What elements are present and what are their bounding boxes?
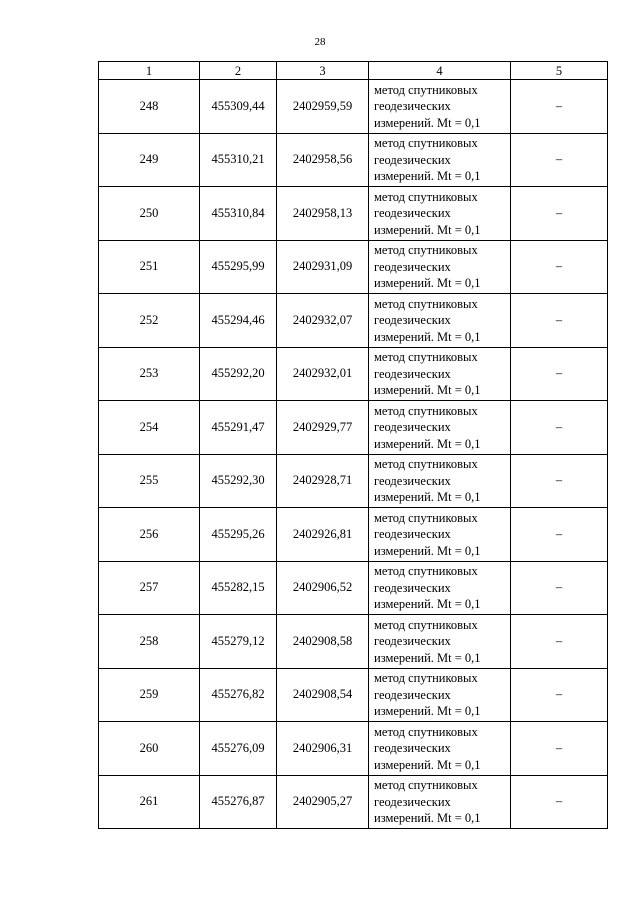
method-cell: [369, 401, 511, 455]
method-cell: [369, 80, 511, 134]
y-coordinate-cell: 2402958,13: [277, 187, 369, 241]
method-line: метод спутниковых: [374, 564, 478, 578]
column-header: 3: [277, 62, 369, 80]
table-row: [99, 561, 608, 615]
method-line: измерений. Mt = 0,1: [374, 543, 481, 558]
x-coordinate-cell: 455291,47: [200, 401, 277, 455]
table-row: [99, 80, 608, 134]
column-header: 1: [99, 62, 200, 80]
method-line: метод спутниковых: [374, 778, 478, 792]
y-coordinate-cell: 2402958,56: [277, 133, 369, 187]
table-row: [99, 775, 608, 829]
method-line: геодезических: [374, 634, 451, 648]
method-line: геодезических: [374, 259, 451, 274]
method-cell: [369, 668, 511, 722]
note-cell: –: [511, 80, 608, 134]
y-coordinate-cell: 2402905,27: [277, 775, 369, 829]
note-cell: –: [511, 454, 608, 508]
method-line: метод спутниковых: [374, 82, 478, 97]
note-cell: –: [511, 775, 608, 829]
point-number-cell: 260: [99, 722, 200, 776]
method-line: геодезических: [374, 687, 451, 702]
point-number-cell: 249: [99, 133, 200, 187]
table-header-row: [99, 62, 608, 80]
method-cell: [369, 508, 511, 562]
method-line: метод спутниковых: [374, 136, 478, 150]
point-number-cell: 250: [99, 187, 200, 241]
method-line: метод спутниковых: [374, 724, 478, 739]
note-cell: –: [511, 347, 608, 401]
point-number-cell: 248: [99, 80, 200, 134]
table-row: [99, 722, 608, 776]
method-cell: [369, 722, 511, 776]
method-line: измерений. Mt = 0,1: [374, 757, 481, 772]
x-coordinate-cell: 455282,15: [200, 561, 277, 615]
x-coordinate-cell: 455276,09: [200, 722, 277, 776]
method-cell: [369, 561, 511, 615]
method-line: измерений. Mt = 0,1: [374, 704, 481, 718]
x-coordinate-cell: 455295,26: [200, 508, 277, 562]
method-line: геодезических: [374, 420, 451, 434]
y-coordinate-cell: 2402932,07: [277, 294, 369, 348]
method-line: измерений. Mt = 0,1: [374, 276, 481, 290]
note-cell: –: [511, 561, 608, 615]
point-number-cell: 261: [99, 775, 200, 829]
x-coordinate-cell: 455292,20: [200, 347, 277, 401]
x-coordinate-cell: 455276,87: [200, 775, 277, 829]
method-line: геодезических: [374, 152, 451, 167]
method-line: геодезических: [374, 527, 451, 541]
x-coordinate-cell: 455310,21: [200, 133, 277, 187]
method-line: геодезических: [374, 794, 451, 809]
table-row: [99, 294, 608, 348]
table-row: [99, 508, 608, 562]
method-cell: [369, 615, 511, 669]
method-line: измерений. Mt = 0,1: [374, 222, 481, 237]
method-line: измерений. Mt = 0,1: [374, 115, 481, 130]
note-cell: –: [511, 668, 608, 722]
method-line: геодезических: [374, 473, 451, 488]
x-coordinate-cell: 455309,44: [200, 80, 277, 134]
method-cell: [369, 187, 511, 241]
y-coordinate-cell: 2402906,31: [277, 722, 369, 776]
note-cell: –: [511, 294, 608, 348]
method-line: измерений. Mt = 0,1: [374, 329, 481, 344]
table-row: [99, 240, 608, 294]
method-line: измерений. Mt = 0,1: [374, 650, 481, 665]
method-line: измерений. Mt = 0,1: [374, 169, 481, 183]
x-coordinate-cell: 455310,84: [200, 187, 277, 241]
note-cell: –: [511, 133, 608, 187]
y-coordinate-cell: 2402931,09: [277, 240, 369, 294]
method-line: геодезических: [374, 206, 451, 220]
note-cell: –: [511, 722, 608, 776]
method-cell: [369, 347, 511, 401]
method-line: метод спутниковых: [374, 617, 478, 632]
y-coordinate-cell: 2402928,71: [277, 454, 369, 508]
point-number-cell: 255: [99, 454, 200, 508]
method-line: геодезических: [374, 366, 451, 381]
method-line: метод спутниковых: [374, 403, 478, 418]
point-number-cell: 256: [99, 508, 200, 562]
y-coordinate-cell: 2402929,77: [277, 401, 369, 455]
note-cell: –: [511, 187, 608, 241]
table-row: [99, 401, 608, 455]
method-cell: [369, 294, 511, 348]
table-row: [99, 454, 608, 508]
column-header: 2: [200, 62, 277, 80]
y-coordinate-cell: 2402926,81: [277, 508, 369, 562]
x-coordinate-cell: 455294,46: [200, 294, 277, 348]
table-row: [99, 347, 608, 401]
column-header: 4: [369, 62, 511, 80]
method-line: метод спутниковых: [374, 671, 478, 685]
method-line: метод спутниковых: [374, 457, 478, 471]
x-coordinate-cell: 455279,12: [200, 615, 277, 669]
coordinates-table: [98, 61, 608, 829]
note-cell: –: [511, 240, 608, 294]
page-number: 28: [314, 36, 326, 48]
method-line: метод спутниковых: [374, 350, 478, 364]
point-number-cell: 253: [99, 347, 200, 401]
table-row: [99, 133, 608, 187]
x-coordinate-cell: 455292,30: [200, 454, 277, 508]
method-line: геодезических: [374, 313, 451, 327]
method-line: метод спутниковых: [374, 243, 478, 257]
point-number-cell: 257: [99, 561, 200, 615]
method-line: метод спутниковых: [374, 296, 478, 311]
method-line: измерений. Mt = 0,1: [374, 436, 481, 451]
method-cell: [369, 133, 511, 187]
y-coordinate-cell: 2402906,52: [277, 561, 369, 615]
point-number-cell: 254: [99, 401, 200, 455]
method-line: геодезических: [374, 580, 451, 595]
y-coordinate-cell: 2402932,01: [277, 347, 369, 401]
note-cell: –: [511, 615, 608, 669]
point-number-cell: 251: [99, 240, 200, 294]
y-coordinate-cell: 2402959,59: [277, 80, 369, 134]
method-line: геодезических: [374, 741, 451, 755]
y-coordinate-cell: 2402908,58: [277, 615, 369, 669]
method-line: геодезических: [374, 99, 451, 113]
method-cell: [369, 454, 511, 508]
table-row: [99, 615, 608, 669]
table-row: [99, 187, 608, 241]
point-number-cell: 258: [99, 615, 200, 669]
method-line: метод спутниковых: [374, 510, 478, 525]
method-line: измерений. Mt = 0,1: [374, 811, 481, 825]
table-row: [99, 668, 608, 722]
method-line: измерений. Mt = 0,1: [374, 490, 481, 504]
point-number-cell: 259: [99, 668, 200, 722]
point-number-cell: 252: [99, 294, 200, 348]
table-body: [99, 80, 608, 829]
note-cell: –: [511, 401, 608, 455]
method-line: измерений. Mt = 0,1: [374, 597, 481, 611]
method-line: метод спутниковых: [374, 189, 478, 204]
method-cell: [369, 775, 511, 829]
x-coordinate-cell: 455276,82: [200, 668, 277, 722]
method-line: измерений. Mt = 0,1: [374, 383, 481, 397]
y-coordinate-cell: 2402908,54: [277, 668, 369, 722]
x-coordinate-cell: 455295,99: [200, 240, 277, 294]
column-header: 5: [511, 62, 608, 80]
note-cell: –: [511, 508, 608, 562]
method-cell: [369, 240, 511, 294]
